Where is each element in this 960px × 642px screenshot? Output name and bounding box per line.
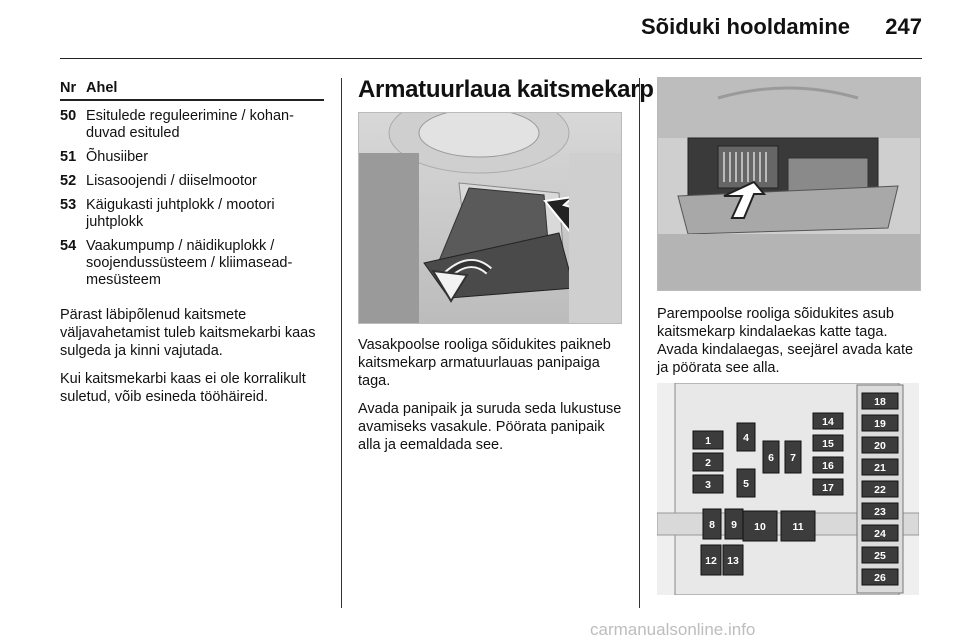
- fuse-number: 53: [60, 197, 77, 213]
- fuse-circuit-text: Lisasoojendi / diiselmootor: [86, 173, 257, 189]
- fuse-6: [763, 441, 779, 473]
- table-header-circuit: Ahel: [86, 80, 118, 96]
- column-divider-right: [639, 78, 640, 608]
- fuse-label: 15: [822, 438, 834, 450]
- fuse-3: [693, 475, 723, 493]
- fuse-5: [737, 469, 755, 497]
- rhd-location-text: Parempoolse rooliga sõidukites asub kaitsmekarp kindalaekas katte taga. Avada kindalaegas, seejärel avada kate ja pöörata see alla.: [657, 306, 914, 376]
- fuse-1: [693, 431, 723, 449]
- fuse-label: 23: [874, 506, 886, 518]
- lhd-location-text: Vasakpoolse rooliga sõidukites paikneb kaitsmekarp armatuurlauas panipaiga taga.: [358, 337, 611, 389]
- fuse-9: [725, 509, 743, 539]
- fuse-label: 20: [874, 440, 886, 452]
- table-row: [60, 149, 324, 166]
- fuse-label: 8: [709, 519, 715, 531]
- fuse-label: 6: [768, 452, 774, 464]
- fuse-21: [862, 459, 898, 475]
- fuse-circuit-text: Esitulede reguleerimine / kohan-duvad esituled: [86, 108, 294, 141]
- fuse-label: 22: [874, 484, 886, 496]
- page-number: 247: [885, 14, 922, 39]
- fuse-17: [813, 479, 843, 495]
- fuse-11: [781, 511, 815, 541]
- fuse-label: 12: [705, 555, 717, 567]
- fuse-label: 11: [792, 521, 804, 533]
- fuse-number: 50: [60, 108, 77, 124]
- fuse-label: 24: [874, 528, 886, 540]
- fuse-label: 5: [743, 478, 749, 490]
- fuse-18: [862, 393, 898, 409]
- fuse-label: 13: [727, 555, 739, 567]
- fuse-label: 21: [874, 462, 886, 474]
- note-close-cover: Pärast läbipõlenud kaitsmete väljavahetamist tuleb kaitsmekarbi kaas sulgeda ja kinni vajutada.: [60, 307, 316, 359]
- fuse-label: 17: [822, 482, 834, 494]
- table-row: [60, 238, 324, 289]
- fuse-label: 9: [731, 519, 737, 531]
- fuse-label: 26: [874, 572, 886, 584]
- running-header-title: Sõiduki hooldamine: [640, 14, 850, 39]
- header-divider: [60, 58, 922, 59]
- fuse-circuit-text: Vaakumpump / näidikuplokk / soojendussüsteem / kliimasead-mesüsteem: [86, 238, 293, 288]
- fuse-2: [693, 453, 723, 471]
- fuse-label: 16: [822, 460, 834, 472]
- fuse-box-diagram: [657, 383, 919, 595]
- table-row: [60, 173, 324, 190]
- fuse-26: [862, 569, 898, 585]
- fuse-circuit-table: [60, 80, 324, 289]
- fuse-4: [737, 423, 755, 451]
- fuse-label: 14: [822, 416, 834, 428]
- fuse-label: 2: [705, 457, 711, 469]
- fuse-19: [862, 415, 898, 431]
- fuse-label: 19: [874, 418, 886, 430]
- watermark: carmanualsonline.info: [590, 620, 756, 639]
- table-row: [60, 197, 324, 231]
- photo-lhd-storage-compartment: [358, 112, 622, 324]
- fuse-12: [701, 545, 721, 575]
- fuse-number: 54: [60, 238, 77, 254]
- fuse-label: 18: [874, 396, 886, 408]
- fuse-label: 1: [705, 435, 711, 447]
- fuse-label: 10: [754, 521, 766, 533]
- table-header-nr: Nr: [60, 80, 77, 96]
- fuse-box-svg: [657, 383, 919, 595]
- table-row: [60, 108, 324, 142]
- fuse-15: [813, 435, 843, 451]
- fuse-14: [813, 413, 843, 429]
- fuse-23: [862, 503, 898, 519]
- section-title: Armatuurlaua kaitsmekarp: [358, 76, 654, 103]
- table-header-row: [60, 80, 324, 101]
- column-divider-left: [341, 78, 342, 608]
- fuse-10: [743, 511, 777, 541]
- fuse-8: [703, 509, 721, 539]
- fuse-circuit-text: Käigukasti juhtplokk / mootori juhtplokk: [86, 197, 275, 230]
- lhd-instructions-text: Avada panipaik ja suruda seda lukustuse avamiseks vasakule. Pöörata panipaik alla ja eemaldada see.: [358, 401, 622, 453]
- fuse-circuit-text: Õhusiiber: [86, 149, 149, 165]
- fuse-number: 52: [60, 173, 77, 189]
- photo-rhd-glovebox: [657, 77, 921, 291]
- fuse-7: [785, 441, 801, 473]
- fuse-label: 3: [705, 479, 711, 491]
- fuse-13: [723, 545, 743, 575]
- fuse-label: 25: [874, 550, 886, 562]
- fuse-20: [862, 437, 898, 453]
- fuse-24: [862, 525, 898, 541]
- fuse-25: [862, 547, 898, 563]
- fuse-22: [862, 481, 898, 497]
- fuse-16: [813, 457, 843, 473]
- note-malfunction: Kui kaitsmekarbi kaas ei ole korralikult suletud, võib esineda tööhäireid.: [60, 371, 306, 405]
- fuse-number: 51: [60, 149, 77, 165]
- fuse-label: 4: [743, 432, 749, 444]
- fuse-label: 7: [790, 452, 796, 464]
